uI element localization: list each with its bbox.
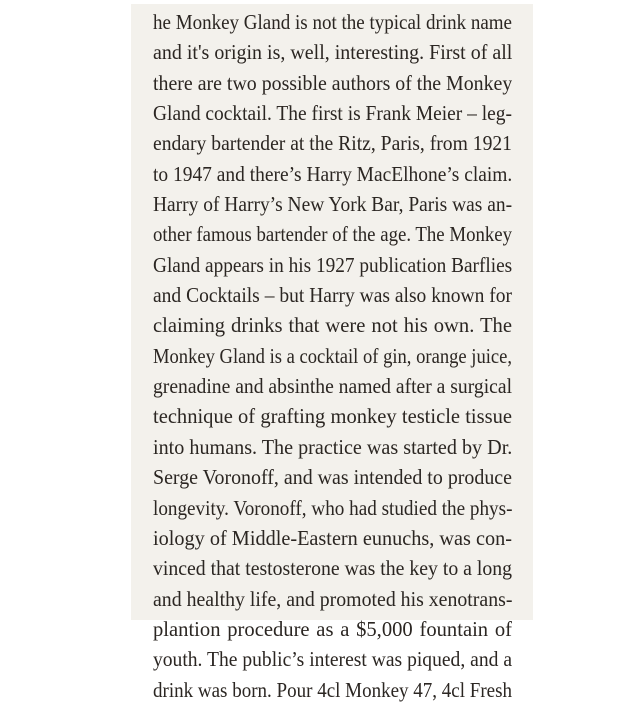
text-line: technique of grafting monkey testicle tissue: [153, 406, 512, 429]
text-line: Gland appears in his 1927 publication Barflies: [153, 254, 512, 277]
text-line: longevity. Voronoff, who had studied the phys-: [153, 497, 512, 520]
text-line: claiming drinks that were not his own. The: [153, 315, 512, 338]
body-text: [153, 8, 512, 706]
text-line: plantion procedure as a $5,000 fountain of: [153, 618, 512, 641]
text-line: and it's origin is, well, interesting. First of all: [153, 42, 512, 65]
text-line: to 1947 and there’s Harry MacElhone’s claim.: [153, 163, 512, 186]
text-line: Gland cocktail. The first is Frank Meier – leg-: [153, 103, 512, 126]
text-line: Serge Voronoff, and was intended to produce: [153, 467, 512, 490]
text-line: Monkey Gland is a cocktail of gin, orange juice,: [153, 345, 512, 368]
text-line: he Monkey Gland is not the typical drink name: [153, 12, 512, 34]
text-line: other famous bartender of the age. The Monkey: [153, 224, 512, 247]
text-line: there are two possible authors of the Monkey: [153, 72, 512, 95]
text-line: and Cocktails – but Harry was also known for: [153, 285, 512, 308]
text-line: drink was born. Pour 4cl Monkey 47, 4cl Fresh: [153, 679, 512, 702]
text-line: and healthy life, and promoted his xenotrans-: [153, 588, 512, 611]
text-line: vinced that testosterone was the key to a long: [153, 558, 512, 581]
text-line: iology of Middle-Eastern eunuchs, was con-: [153, 527, 512, 550]
text-line: grenadine and absinthe named after a surgical: [153, 376, 512, 399]
text-line: Harry of Harry’s New York Bar, Paris was an-: [153, 194, 512, 217]
text-line: into humans. The practice was started by Dr.: [153, 436, 512, 459]
document-page: [131, 4, 533, 702]
text-line: youth. The public’s interest was piqued, and a: [153, 649, 512, 672]
text-line: endary bartender at the Ritz, Paris, from 1921: [153, 133, 512, 156]
